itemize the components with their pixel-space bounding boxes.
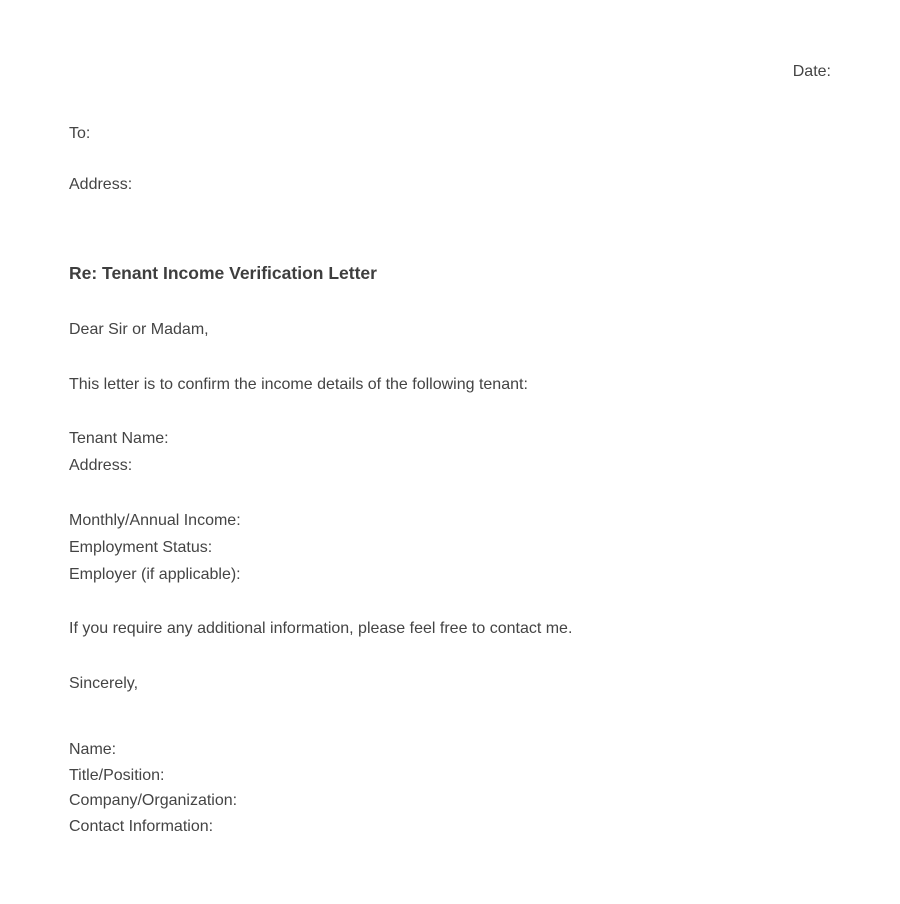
signer-name-label: Name: <box>69 741 117 758</box>
employer-label: Employer (if applicable): <box>69 566 241 583</box>
date-label: Date: <box>792 63 831 80</box>
tenant-address-label: Address: <box>69 457 133 474</box>
letter-subject: Re: Tenant Income Verification Letter <box>69 263 377 283</box>
closing-note: If you require any additional information, please feel free to contact me. <box>69 620 573 637</box>
sign-off: Sincerely, <box>69 675 139 692</box>
signer-title-label: Title/Position: <box>69 767 165 784</box>
tenant-name-label: Tenant Name: <box>69 430 169 447</box>
recipient-address-label: Address: <box>69 176 133 193</box>
signer-company-label: Company/Organization: <box>69 792 238 809</box>
signer-contact-label: Contact Information: <box>69 818 214 835</box>
recipient-to-label: To: <box>69 125 91 142</box>
employment-status-label: Employment Status: <box>69 539 213 556</box>
salutation: Dear Sir or Madam, <box>69 321 209 338</box>
intro-paragraph: This letter is to confirm the income details of the following tenant: <box>69 376 528 393</box>
income-label: Monthly/Annual Income: <box>69 512 241 529</box>
